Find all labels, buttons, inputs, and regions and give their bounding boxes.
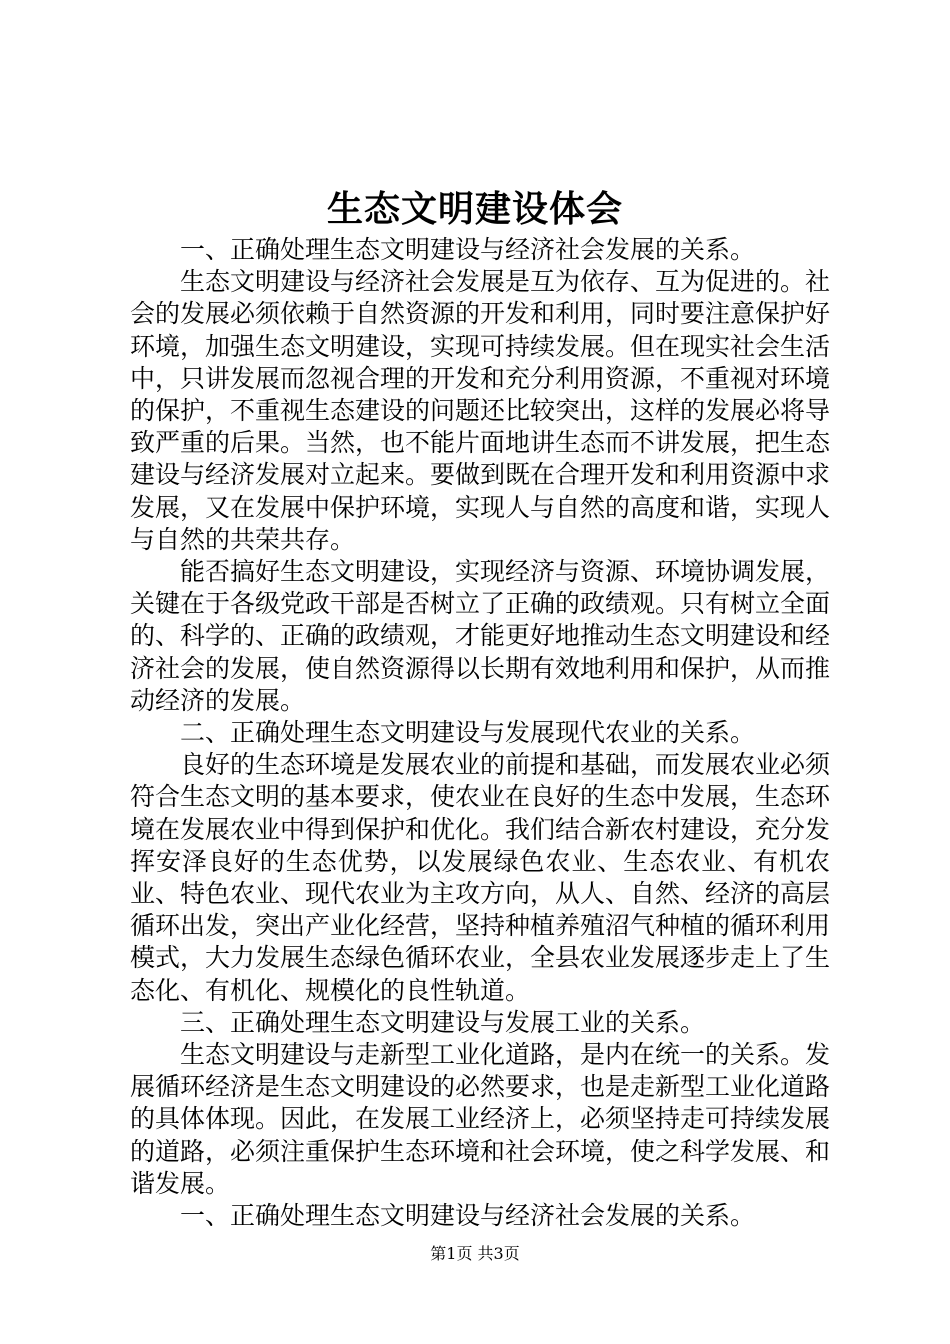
page-footer: 第1页 共3页 [430,1244,520,1263]
section-heading-1: 一、正确处理生态文明建设与经济社会发展的关系。 [180,235,756,264]
section-heading-3: 三、正确处理生态文明建设与发展工业的关系。 [180,1007,706,1037]
document-body [130,234,830,1232]
section-heading-2: 二、正确处理生态文明建设与发展现代农业的关系。 [180,718,756,748]
section-heading-4: 一、正确处理生态文明建设与经济社会发展的关系。 [180,1201,756,1231]
document-title: 生态文明建设体会 [326,188,623,230]
paragraph-3: 良好的生态环境是发展农业的前提和基础，而发展农业必须符合生态文明的基本要求，使农业在良好的生态中发展，生态环境在发展农业中得到保护和优化。我们结合新农村建设，充分发挥安泽良好的生态优势，以发展绿色农业、生态农业、有机农业、特色农业、现代农业为主攻方向，从人、自然、经济的高层循环出发，突出产业化经营，坚持种植养殖沼气种植的循环利用模式，大力发展生态绿色循环农业，全县农业发展逐步走上了生态化、有机化、规模化的良性轨道。 [130,750,831,1005]
paragraph-1: 生态文明建设与经济社会发展是互为依存、互为促进的。社会的发展必须依赖于自然资源的开发和利用，同时要注意保护好环境，加强生态文明建设，实现可持续发展。但在现实社会生活中，只讲发展而忽视合理的开发和充分利用资源，不重视对环境的保护，不重视生态建设的问题还比较突出，这样的发展必将导致严重的后果。当然，也不能片面地讲生态而不讲发展，把生态建设与经济发展对立起来。要做到既在合理开发和利用资源中求发展，又在发展中保护环境，实现人与自然的高度和谐，实现人与自然的共荣共存。 [130,267,831,554]
paragraph-4: 生态文明建设与走新型工业化道路，是内在统一的关系。发展循环经济是生态文明建设的必然要求，也是走新型工业化道路的具体体现。因此，在发展工业经济上，必须坚持走可持续发展的道路，必须注重保护生态环境和社会环境，使之科学发展、和谐发展。 [130,1040,831,1198]
paragraph-2: 能否搞好生态文明建设，实现经济与资源、环境协调发展，关键在于各级党政干部是否树立了正确的政绩观。只有树立全面的、科学的、正确的政绩观，才能更好地推动生态文明建设和经济社会的发展，使自然资源得以长期有效地利用和保护，从而推动经济的发展。 [130,557,831,715]
